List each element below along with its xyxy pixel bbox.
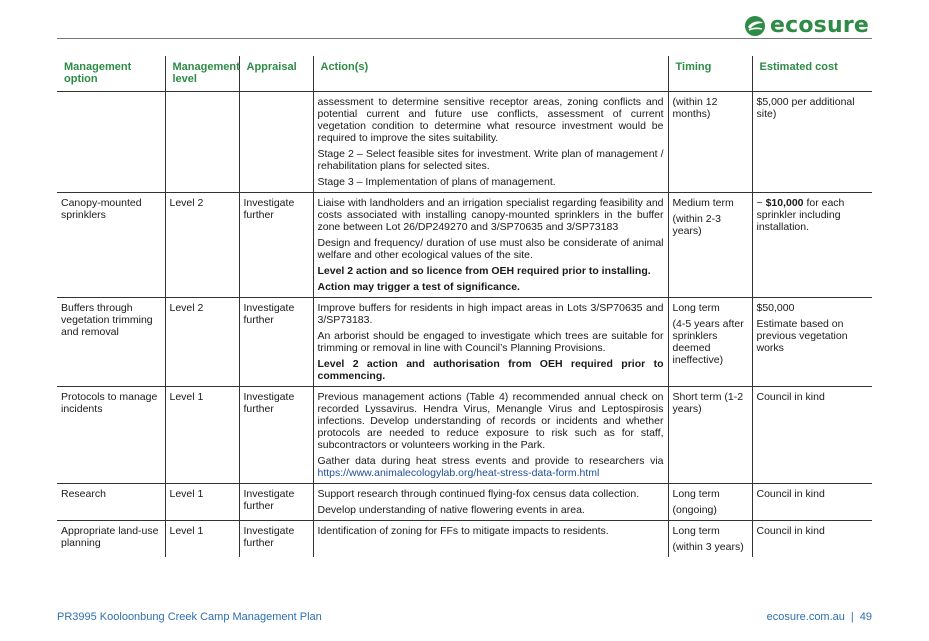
cell-cost: [752, 387, 872, 484]
cell-level: Level 1: [165, 387, 239, 484]
action-text-bold: Action may trigger a test of significance.: [317, 281, 520, 293]
table-row: [57, 298, 872, 387]
cell-cost: [752, 484, 872, 521]
cell-option: [57, 92, 165, 193]
cell-level: Level 2: [165, 298, 239, 387]
page-number: 49: [859, 611, 872, 623]
cell-appraisal: Investigate further: [239, 298, 313, 387]
logo-wordmark: ecosure: [769, 13, 869, 38]
cost-text: Council in kind: [756, 488, 825, 500]
cell-level: Level 1: [165, 521, 239, 558]
cost-text: Council in kind: [756, 525, 825, 537]
cell-level: Level 2: [165, 193, 239, 298]
ecosure-logo: [744, 13, 869, 38]
action-text: Previous management actions (Table 4) recommended annual check on recorded Lyssavirus. Hendra Virus, Menangle Virus and Leptospirosis infections. Develop understanding of records or incidents and whether protocols are needed to reduce exposure to risk such as for staff, subcontractors or volunteers working in the Park.: [317, 391, 664, 451]
cell-level: [165, 92, 239, 193]
page-footer: [57, 611, 872, 623]
cell-cost: [752, 521, 872, 558]
header-divider: [57, 38, 872, 39]
cell-option: Research: [61, 488, 106, 500]
action-text: An arborist should be engaged to investigate which trees are suitable for trimming or removal in line with Council’s Planning Provisions.: [317, 330, 664, 354]
table-row: [57, 387, 872, 484]
cell-option: Buffers through vegetation trimming and removal: [61, 302, 153, 338]
cell-appraisal: Investigate further: [239, 387, 313, 484]
cell-cost: [752, 298, 872, 387]
table-row: [57, 193, 872, 298]
cell-timing: [668, 484, 752, 521]
footer-right: [767, 611, 872, 623]
header-timing: Timing: [668, 56, 752, 92]
cost-prefix: ~: [756, 197, 766, 209]
action-text-part: Gather data during heat stress events and provide to researchers via: [317, 455, 664, 467]
cell-appraisal: Investigate further: [239, 484, 313, 521]
timing-text: Long term: [672, 488, 720, 500]
cell-appraisal: Investigate further: [239, 193, 313, 298]
cell-timing: [668, 193, 752, 298]
cell-appraisal: Investigate further: [239, 521, 313, 558]
cell-cost: [752, 92, 872, 193]
cell-actions: [313, 193, 668, 298]
footer-site-link[interactable]: ecosure.com.au: [766, 611, 845, 623]
action-text: Stage 3 – Implementation of plans of management.: [317, 176, 556, 188]
cell-option: Protocols to manage incidents: [61, 391, 158, 415]
cell-actions: [313, 387, 668, 484]
header-actions: Action(s): [313, 56, 668, 92]
timing-text: Medium term: [672, 197, 734, 209]
action-text: assessment to determine sensitive receptor areas, zoning conflicts and potential current and future use conflicts, assessment of current vegetation condition to determine what resource investment would be required to improve the sites suitability.: [317, 96, 664, 144]
cell-actions: [313, 92, 668, 193]
action-text: Improve buffers for residents in high impact areas in Lots 3/SP70635 and 3/SP73183.: [317, 302, 664, 326]
cost-text: [757, 197, 869, 233]
header-estimated-cost: Estimated cost: [752, 56, 872, 92]
management-options-table: [57, 56, 872, 557]
table-row: [57, 92, 872, 193]
table-row: [57, 521, 872, 558]
cell-appraisal: [239, 92, 313, 193]
header-appraisal: Appraisal: [239, 56, 313, 92]
timing-text: (within 3 years): [672, 541, 744, 553]
cost-text: $5,000 per additional site): [756, 96, 855, 120]
timing-text: Long term: [672, 525, 720, 537]
timing-text: Short term (1-2 years): [672, 391, 744, 415]
leaf-icon: [744, 15, 766, 37]
action-text: Support research through continued flying-fox census data collection.: [317, 488, 640, 500]
cell-actions: [313, 484, 668, 521]
cell-timing: [668, 298, 752, 387]
footer-separator: |: [850, 611, 854, 623]
action-text: Design and frequency/ duration of use must also be considerate of animal welfare and other ecological values of the site.: [317, 237, 664, 261]
footer-document-title: PR3995 Kooloonbung Creek Camp Management Plan: [57, 611, 322, 623]
cell-level: Level 1: [165, 484, 239, 521]
cell-timing: [668, 387, 752, 484]
action-text: Liaise with landholders and an irrigation specialist regarding feasibility and costs associated with installing canopy-mounted sprinklers in the buffer zone between Lot 26/DP249270 and 3/SP70635 and 3/SP73183: [317, 197, 664, 233]
cell-timing: [668, 92, 752, 193]
action-text-bold: Level 2 action and so licence from OEH required prior to installing.: [317, 265, 651, 277]
cell-cost: [752, 193, 872, 298]
action-text-bold: Level 2 action and authorisation from OEH required prior to commencing.: [317, 358, 664, 382]
cost-amount: $10,000: [765, 197, 804, 209]
action-text: Stage 2 – Select feasible sites for investment. Write plan of management / rehabilitation plans for selected sites.: [317, 148, 664, 172]
timing-text: (4-5 years after sprinklers deemed ineffective): [672, 318, 744, 366]
action-text: Develop understanding of native flowering events in area.: [317, 504, 585, 516]
timing-text: Long term: [672, 302, 720, 314]
cost-text: Estimate based on previous vegetation works: [756, 318, 848, 354]
cost-suffix: for each sprinkler including installation.: [756, 197, 845, 233]
table-row: [57, 484, 872, 521]
cell-timing: [668, 521, 752, 558]
timing-text: (ongoing): [672, 504, 717, 516]
action-text: Identification of zoning for FFs to mitigate impacts to residents.: [317, 525, 609, 537]
table-header-row: [57, 56, 872, 92]
cell-option: Appropriate land-use planning: [61, 525, 159, 549]
heat-stress-form-link[interactable]: https://www.animalecologylab.org/heat-stress-data-form.html: [317, 467, 600, 479]
cell-actions: [313, 298, 668, 387]
cost-text: Council in kind: [756, 391, 825, 403]
cell-actions: [313, 521, 668, 558]
timing-text: (within 12 months): [672, 96, 718, 120]
action-text: [318, 455, 664, 479]
cost-text: $50,000: [756, 302, 795, 314]
header-management-option: Management option: [64, 61, 132, 85]
timing-text: (within 2-3 years): [672, 213, 721, 237]
header-management-level: Management level: [165, 56, 239, 92]
cell-option: Canopy-mounted sprinklers: [61, 197, 142, 221]
